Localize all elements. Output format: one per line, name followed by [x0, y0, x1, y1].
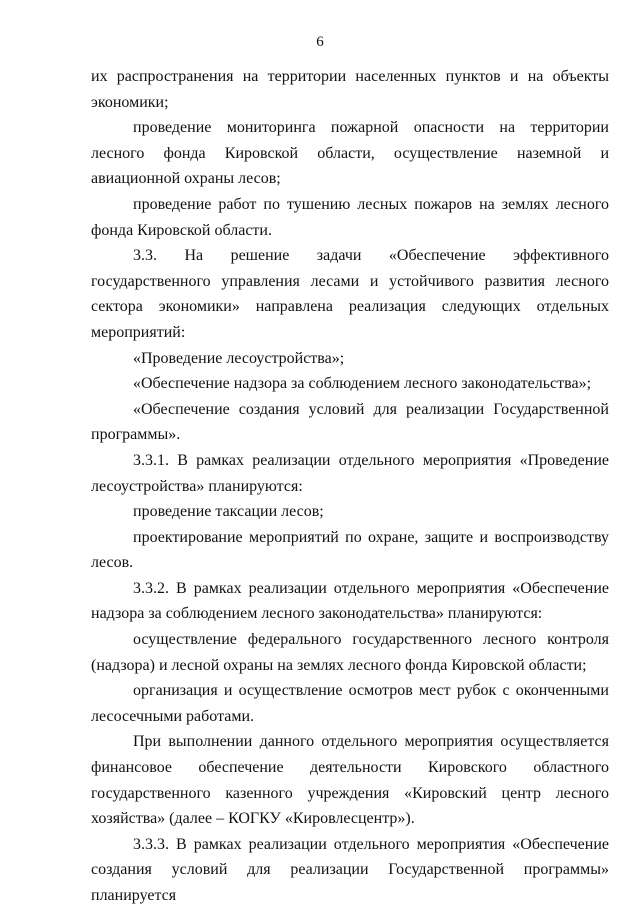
paragraph-3-3-1: 3.3.1. В рамках реализации отдельного мероприятия «Проведение лесоустройства» планируются: — [91, 451, 609, 495]
paragraph-federal-control: осуществление федерального государственного лесного контроля (надзора) и лесной охраны на землях лесного фонда Кировской области; — [91, 631, 609, 674]
paragraph-financing: При выполнении данного отдельного мероприятия осуществляется финансовое обеспечение деятельности Кировского областного государственного казенного учреждения «Кировский центр лесного хозяйства» (далее – КОГКУ «Кировлесцентр»). — [91, 733, 609, 828]
paragraph-inspections: организация и осуществление осмотров мест рубок с оконченными лесосечными работами. — [91, 682, 609, 725]
paragraph-design-measures: проектирование мероприятий по охране, защите и воспроизводству лесов. — [91, 528, 609, 572]
document-body — [91, 64, 609, 909]
paragraph-measure-forest-management: «Проведение лесоустройства»; — [133, 349, 345, 367]
paragraph-measure-conditions: «Обеспечение создания условий для реализации Государственной программы». — [91, 400, 609, 444]
page-number: 6 — [316, 34, 324, 50]
paragraph-taxation: проведение таксации лесов; — [133, 503, 324, 521]
paragraph-continuation: их распространения на территории населенных пунктов и на объекты экономики; — [91, 68, 609, 111]
paragraph-firefighting: проведение работ по тушению лесных пожаров на землях лесного фонда Кировской области. — [91, 195, 609, 239]
paragraph-measure-supervision: «Обеспечение надзора за соблюдением лесного законодательства»; — [133, 375, 592, 393]
paragraph-monitoring: проведение мониторинга пожарной опасности на территории лесного фонда Кировской области, осуществление наземной и авиационной охраны лесов; — [91, 119, 609, 188]
paragraph-3-3-2: 3.3.2. В рамках реализации отдельного мероприятия «Обеспечение надзора за соблюдением лесного законодательства» планируются: — [91, 579, 609, 623]
paragraph-3-3: 3.3. На решение задачи «Обеспечение эффективного государственного управления лесами и устойчивого развития лесного сектора экономики» направлена реализация следующих отдельных мероприятий: — [91, 247, 609, 341]
paragraph-3-3-3: 3.3.3. В рамках реализации отдельного мероприятия «Обеспечение создания условий для реализации Государственной программы» планируется — [91, 835, 609, 904]
